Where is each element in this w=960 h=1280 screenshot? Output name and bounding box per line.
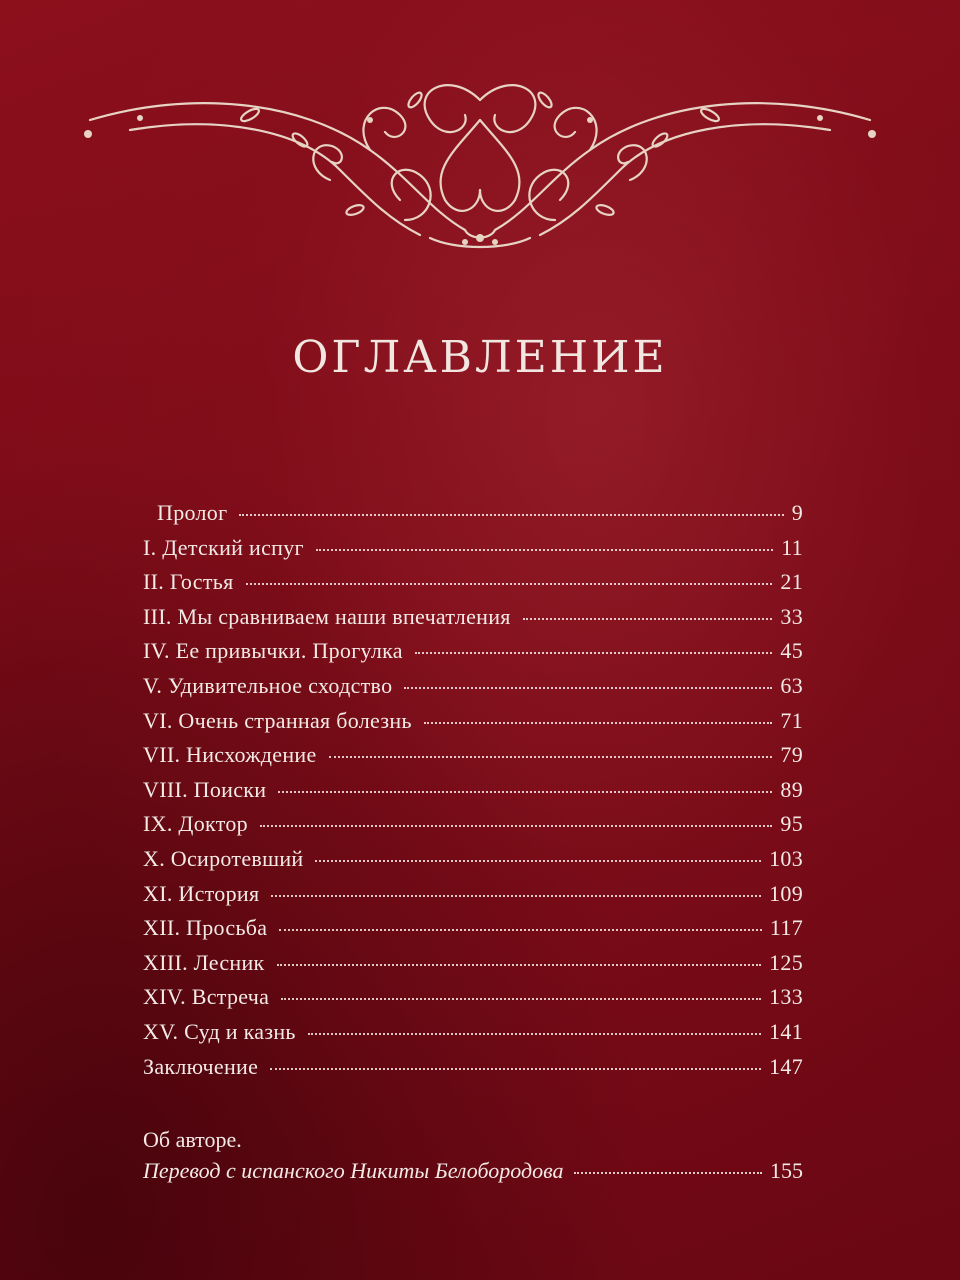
dot-leader bbox=[308, 1033, 761, 1035]
toc-entry[interactable] bbox=[143, 811, 803, 846]
toc-entry-label: XV. Суд и казнь bbox=[143, 1018, 296, 1044]
toc-entry-page-number: 45 bbox=[780, 638, 803, 664]
toc-entry-page-number: 63 bbox=[780, 672, 803, 698]
dot-leader bbox=[279, 929, 762, 931]
toc-entry-label: Пролог bbox=[157, 500, 228, 525]
dot-leader bbox=[239, 514, 783, 516]
toc-entry[interactable] bbox=[143, 777, 803, 812]
dot-leader bbox=[329, 756, 773, 758]
toc-entry-label: XII. Просьба bbox=[143, 915, 268, 941]
toc-entry[interactable] bbox=[143, 673, 803, 708]
toc-entry[interactable] bbox=[143, 569, 803, 604]
dot-leader bbox=[315, 860, 761, 862]
toc-entry[interactable] bbox=[143, 950, 803, 985]
dot-leader bbox=[424, 722, 773, 724]
toc-entry[interactable] bbox=[143, 708, 803, 743]
toc-entry[interactable] bbox=[143, 846, 803, 881]
toc-entry-label: I. Детский испуг bbox=[143, 534, 304, 560]
toc-entry-page-number: 21 bbox=[780, 569, 803, 595]
toc-entry-page-number: 79 bbox=[780, 742, 803, 768]
dot-leader bbox=[246, 583, 773, 585]
page-title: ОГЛАВЛЕНИЕ bbox=[292, 332, 668, 383]
toc-entry-label: XI. История bbox=[143, 880, 260, 906]
dot-leader bbox=[278, 791, 772, 793]
dot-leader bbox=[277, 964, 762, 966]
dot-leader bbox=[281, 998, 761, 1000]
toc-entry-label: Заключение bbox=[143, 1053, 259, 1079]
dot-leader bbox=[271, 895, 761, 897]
toc-entry-label: VII. Нисхождение bbox=[143, 742, 317, 768]
dot-leader bbox=[404, 687, 772, 689]
toc-entry[interactable] bbox=[143, 881, 803, 916]
toc-entry-label: IV. Ее привычки. Прогулка bbox=[143, 638, 403, 664]
toc-entry-page-number: 133 bbox=[769, 984, 803, 1010]
translator-label: Перевод с испанского Никиты Белобородова bbox=[143, 1158, 564, 1183]
toc-entry-page-number: 89 bbox=[780, 776, 803, 802]
toc-entry-page-number: 9 bbox=[791, 500, 803, 525]
toc-entry-label: VI. Очень странная болезнь bbox=[143, 707, 412, 733]
toc-entry-page-number: 103 bbox=[769, 845, 803, 871]
about-author-section bbox=[143, 1122, 803, 1192]
dot-leader bbox=[260, 825, 772, 827]
toc-entry[interactable] bbox=[143, 742, 803, 777]
toc-entry-page-number: 141 bbox=[769, 1018, 803, 1044]
toc-entry-label: III. Мы сравниваем наши впечатления bbox=[143, 603, 511, 629]
toc-entry-label: II. Гостья bbox=[143, 569, 234, 595]
toc-entry[interactable] bbox=[143, 1019, 803, 1054]
toc-entry-page-number: 125 bbox=[769, 949, 803, 975]
toc-entry-label: V. Удивительное сходство bbox=[143, 672, 393, 698]
toc-entry-label: VIII. Поиски bbox=[143, 776, 267, 802]
toc-entry-page-number: 147 bbox=[769, 1053, 803, 1079]
toc-entry-page-number: 11 bbox=[781, 534, 803, 560]
translator-entry[interactable] bbox=[143, 1158, 803, 1192]
toc-entry-page-number: 95 bbox=[780, 811, 803, 837]
dot-leader bbox=[523, 618, 773, 620]
toc-entry-label: IX. Доктор bbox=[143, 811, 248, 837]
dot-leader bbox=[316, 549, 773, 551]
toc-entry[interactable] bbox=[143, 535, 803, 570]
table-of-contents bbox=[143, 500, 803, 1088]
toc-entry[interactable] bbox=[143, 915, 803, 950]
toc-entry[interactable] bbox=[143, 984, 803, 1019]
toc-entry[interactable] bbox=[143, 500, 803, 535]
toc-entry-page-number: 117 bbox=[769, 915, 803, 941]
toc-entry-label: XIII. Лесник bbox=[143, 949, 265, 975]
floral-flourish-ornament-icon bbox=[70, 60, 890, 260]
toc-entry-label: X. Осиротевший bbox=[143, 845, 304, 871]
translator-page-number: 155 bbox=[770, 1158, 803, 1183]
dot-leader bbox=[270, 1068, 761, 1070]
about-author-title: Об авторе. bbox=[143, 1127, 242, 1152]
toc-entry[interactable] bbox=[143, 604, 803, 639]
dot-leader bbox=[415, 652, 773, 654]
toc-entry-page-number: 71 bbox=[780, 707, 803, 733]
toc-entry[interactable] bbox=[143, 638, 803, 673]
toc-entry-page-number: 109 bbox=[769, 880, 803, 906]
toc-entry[interactable] bbox=[143, 1054, 803, 1089]
toc-entry-page-number: 33 bbox=[780, 603, 803, 629]
toc-entry-label: XIV. Встреча bbox=[143, 984, 270, 1010]
dot-leader bbox=[574, 1172, 762, 1174]
